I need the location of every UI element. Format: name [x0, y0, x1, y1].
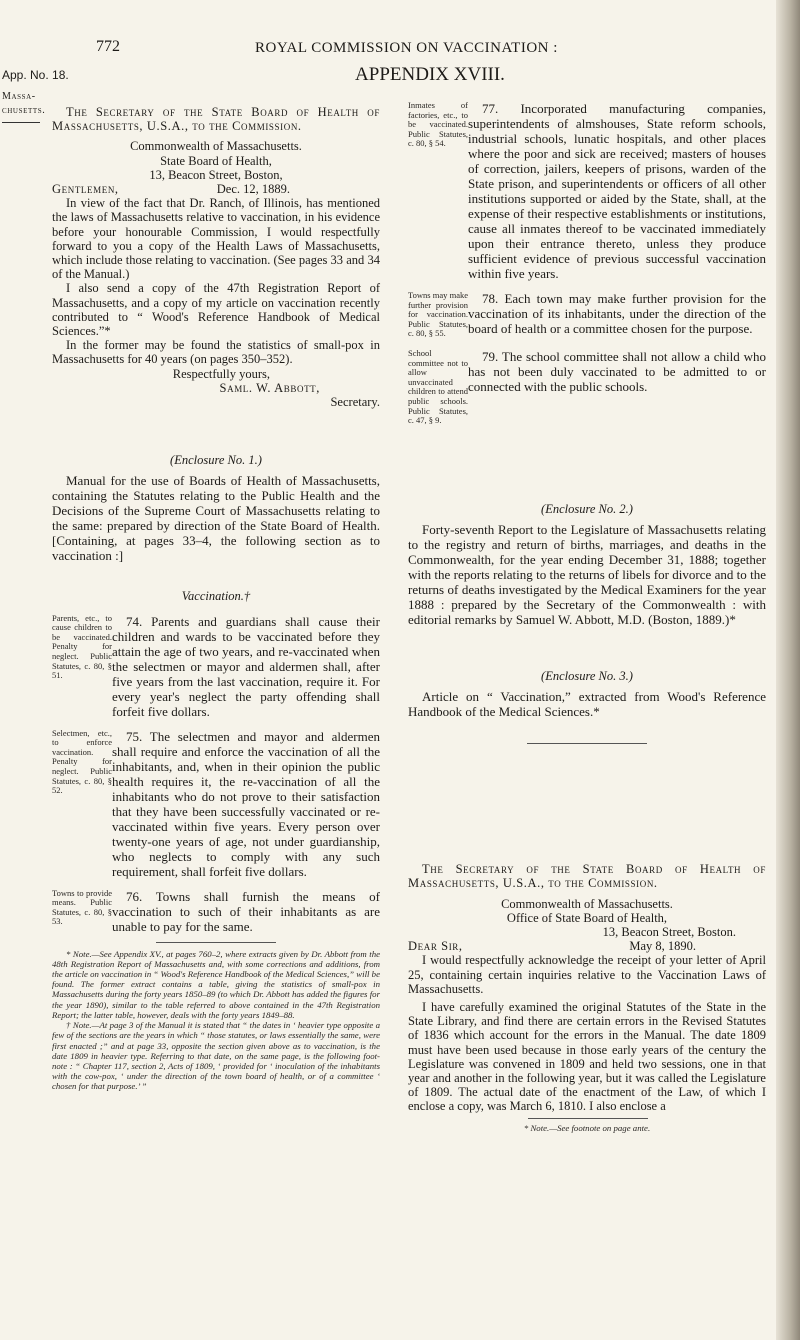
letter1-address-2: State Board of Health, — [160, 153, 272, 168]
section-divider-rule — [527, 743, 647, 744]
footnote-right: * Note.—See footnote on page ante. — [523, 1122, 651, 1133]
page-gutter-shadow — [776, 0, 800, 1340]
section-77-sidenote: Inmates of factories, etc., to be vaccinated. Public Statutes, c. 80, § 54. — [408, 100, 468, 149]
letter2-address-1: Commonwealth of Massachusetts. — [501, 896, 673, 911]
running-head — [0, 20, 800, 56]
section-76 — [52, 889, 380, 934]
section-76-text: 76. Towns shall furnish the means of vaccination to such of their inhabitants as are unable to pay for the same. — [112, 888, 380, 934]
letter2-paragraph-2: I have carefully examined the original Statutes of the State in the State Library, and find there are certain errors in the Revised Statutes of 1836 which account for the errors in the Manual. The date 1809 must have been used because in those early years of the century the Legislature was convened in 1809 and held two sessions, one in that year and another in the following year, but it was called the Legislature of 1809. The actual date of the enactment of the Law, of which I enclose a copy, was March 6, 1810. I also enclose a — [408, 999, 766, 1114]
letter2-paragraph-1: I would respectfully acknowledge the receipt of your letter of April 25, containing certain inquiries relative to the Vaccination Laws of Massachusetts. — [408, 953, 766, 996]
footnote-rule-left — [156, 942, 276, 943]
enclosure2-description: Forty-seventh Report to the Legislature of Massachusetts relating to the registry and return of births, marriages, and deaths in the Commonwealth, for the year ending December 31, 1888; together with the reports relating to the returns of libels for divorce and to the returns of deaths investigated by the Medical Examiners for the year 1888 : prepared by the Secretary of the Commonwealth : with editorial remarks by Samuel W. Abbott, M.D. (Boston, 1889.)* — [408, 521, 766, 627]
letter1-signature-title: Secretary. — [330, 395, 380, 410]
letter1-address-1: Commonwealth of Massachusetts. — [130, 139, 302, 154]
appendix-title: APPENDIX XVIII. — [355, 64, 505, 85]
letter1-paragraph-1: In view of the fact that Dr. Ranch, of Illinois, has mentioned the laws of Massachusetts relative to vaccination, in his evidence before your honourable Commission, I would respectfully forward to you a copy of the Health Laws of Massachusetts, which include those relating to vaccination. (See pages 33 and 34 of the Manual.) — [52, 196, 380, 282]
section-78-sidenote: Towns may make further provision for vaccination. Public Statutes, c. 80, § 55. — [408, 290, 468, 339]
footnote-rule-right — [528, 1118, 648, 1119]
left-column — [52, 105, 380, 1092]
right-column — [408, 101, 766, 1133]
section-77-text: 77. Incorporated manufacturing companies, superintendents of almshouses, State reform schools, industrial schools, lunatic hospitals, and other places where the poor and sick are received; masters of houses of correction, jailers, keepers of prisons, warden of the State prison, and superintendents or officers of all other institutions supported or aided by the State, shall, at the expense of their respective establishments or institutions, cause all inmates thereof to be vaccinated immediately upon their entrance thereto, unless they produce sufficient evidence of previous successful vaccination within five years. — [468, 101, 766, 281]
page-number: 772 — [96, 38, 120, 55]
state-margin-label — [2, 90, 45, 123]
section-75 — [52, 729, 380, 879]
section-75-sidenote: Selectmen, etc., to enforce vaccination. Penalty for neglect. Public Statutes, c. 80, § 52. — [52, 727, 112, 796]
letter1-closing: Respectfully yours, — [172, 366, 270, 381]
section-78 — [408, 291, 766, 339]
letter1-salutation-row — [52, 182, 380, 196]
letter1-signature: Saml. W. Abbott, — [219, 380, 320, 395]
letter1-heading: The Secretary of the State Board of Health of Massachusetts, U.S.A., to the Commission. — [52, 105, 380, 134]
enclosure3-label: (Enclosure No. 3.) — [541, 668, 633, 683]
enclosure1-label: (Enclosure No. 1.) — [170, 453, 262, 468]
enclosure2-label: (Enclosure No. 2.) — [541, 501, 633, 516]
enclosure3-description: Article on “ Vaccination,” extracted from Wood's Reference Handbook of the Medical Sciences.* — [408, 689, 766, 720]
letter2-address-3: 13, Beacon Street, Boston. — [602, 924, 736, 939]
appendix-number-margin: App. No. 18. — [2, 68, 69, 82]
letter2-salutation: Dear Sir, — [408, 939, 463, 954]
running-title: ROYAL COMMISSION ON VACCINATION : — [255, 40, 558, 56]
letter1-date: Dec. 12, 1889. — [216, 182, 290, 197]
section-76-sidenote: Towns to provide means. Public Statutes, c. 80, § 53. — [52, 887, 112, 927]
letter1-paragraph-3: In the former may be found the statistics of small-pox in Massachusetts for 40 years (on pages 350–352). — [52, 338, 380, 367]
state-label-line1: Massa- — [2, 91, 36, 102]
section-77 — [408, 101, 766, 281]
section-79 — [408, 349, 766, 426]
footnote-2: † Note.—At page 3 of the Manual it is stated that “ the dates in ‘ heavier type opposite a few of the sections are the years in which “ those statutes, or laws essentially the same, were first enacted ;” and at page 33, opposite the section given above as to vaccination, is the date 1809 in heavier type. Referring to that date, on the same page, is the following foot-note : “ Chapter 117, section 2, Acts of 1809, ‘ provided for ‘ inoculation of the inhabitants with the cow-pox, ‘ under the direction of the town board of health, or of a committee ‘ chosen for that purpose.’ ” — [52, 1020, 380, 1092]
section-79-sidenote: School committee not to allow unvaccinated children to attend public schools. Public Statutes, c. 47, § 9. — [408, 347, 468, 426]
section-74 — [52, 614, 380, 719]
section-74-text: 74. Parents and guardians shall cause their children and wards to be vaccinated before they attain the age of two years, and re-vaccinated when the selectmen or mayor and aldermen shall, after five years from the last vaccination, require it. For every year's neglect the party offending shall forfeit five dollars. — [112, 613, 380, 719]
letter2-salutation-row — [408, 939, 766, 953]
footnote-1: * Note.—See Appendix XV., at pages 760–2, where extracts given by Dr. Abbott from the 48th Registration Report of Massachusetts and, with some corrections and additions, from the article on vaccination in “ Wood's Reference Handbook of the Medical Sciences,” will be found. The former extract contains a table, giving the statistics of small-pox in Massachusetts during the forty years 1850–89 (to which Dr. Abbott has added the figures for the year 1890), similar to the table referred to above contained in the 47th Registration Report; the latter table, however, deals with the forty years 1849–88. — [52, 948, 380, 1020]
section-74-sidenote: Parents, etc., to cause children to be vaccinated. Penalty for neglect. Public Statutes, c. 80, § 51. — [52, 612, 112, 681]
letter2-address-2: Office of State Board of Health, — [506, 910, 668, 925]
section-79-text: 79. The school committee shall not allow a child who has not been duly vaccinated to be admitted to or connected with the public schools. — [468, 348, 766, 394]
letter1-salutation: Gentlemen, — [52, 182, 119, 197]
letter2-date: May 8, 1890. — [629, 939, 696, 954]
letter1-address-3: 13, Beacon Street, Boston, — [149, 167, 283, 182]
enclosure1-description: Manual for the use of Boards of Health of Massachusetts, containing the Statutes relating to the Public Health and the Decisions of the Supreme Court of Massachusetts relating to the same: prepared by direction of the State Board of Health. [Containing, at pages 33–4, the following section as to vaccination :] — [52, 473, 380, 564]
margin-rule — [2, 122, 40, 123]
letter2-heading: The Secretary of the State Board of Health of Massachusetts, U.S.A., to the Commission. — [408, 862, 766, 891]
section-75-text: 75. The selectmen and mayor and aldermen shall require and enforce the vaccination of all the inhabitants, and, when in their opinion the public health requires it, the re-vaccination of all the inhabitants who do not prove to their satisfaction that they have been successfully vaccinated or re-vaccinated within five years. Every person over twenty-one years of age, not under guardianship, who neglects to comply with any such requirement, shall forfeit five dollars. — [112, 728, 380, 879]
letter1-paragraph-2: I also send a copy of the 47th Registration Report of Massachusetts, and a copy of my article on vaccination recently contributed to “ Wood's Reference Handbook of Medical Sciences.”* — [52, 281, 380, 339]
vaccination-subheading: Vaccination.† — [181, 589, 251, 604]
section-78-text: 78. Each town may make further provision for the vaccination of its inhabitants, under the direction of the board of health or a committee chosen for the purpose. — [468, 291, 766, 336]
state-label-line2: chusetts. — [2, 105, 46, 116]
